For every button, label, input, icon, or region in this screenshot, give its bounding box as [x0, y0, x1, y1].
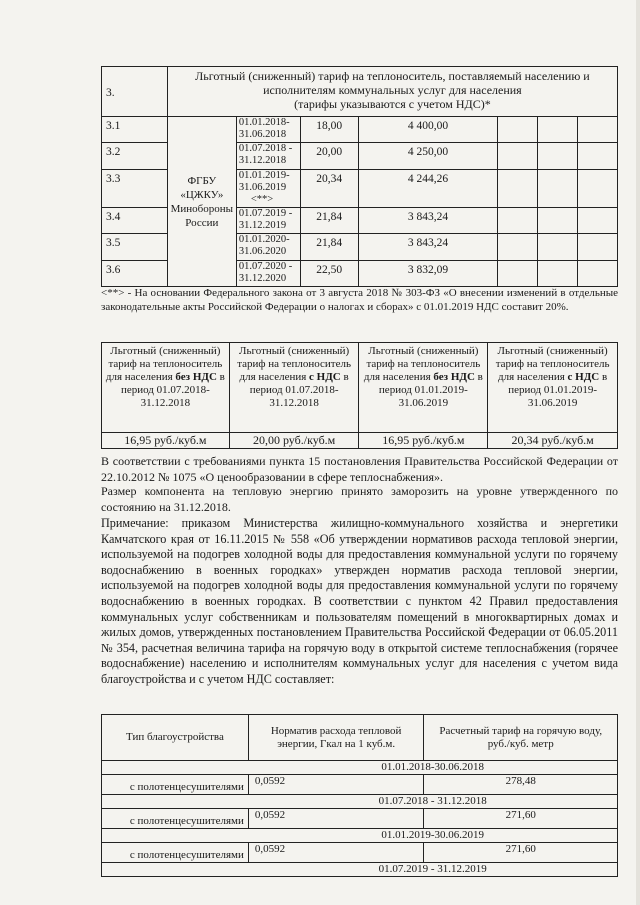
row-number: 3.1 — [102, 117, 168, 143]
period-row — [102, 761, 618, 775]
empty-cell — [498, 117, 538, 143]
column-header — [229, 343, 359, 433]
empty-cell — [498, 208, 538, 234]
empty-cell — [498, 143, 538, 170]
tariff-table — [101, 66, 618, 287]
column-header — [102, 343, 230, 433]
tariff-value: 16,95 руб./куб.м — [359, 433, 488, 449]
table-row — [102, 809, 618, 829]
org-line: Минобороны — [170, 202, 234, 215]
value-cell: 4 400,00 — [358, 117, 498, 143]
freeze-paragraph: Размер компонента на тепловую энергию принято заморозить на уровне утвержденного по состоянию на 31.12.2018. — [101, 484, 618, 514]
table-row — [102, 433, 618, 449]
page-edge — [636, 0, 640, 905]
empty-cell — [578, 234, 618, 261]
value-cell: 3 843,24 — [358, 208, 498, 234]
empty-cell — [538, 208, 578, 234]
value-cell: 21,84 — [300, 208, 358, 234]
heading-line: (тарифы указываются с учетом НДС)* — [294, 97, 491, 111]
period-cell — [236, 170, 300, 208]
header-bold: без НДС — [175, 371, 217, 383]
period-end: 31.06.2019 — [238, 182, 287, 193]
empty-cell — [498, 234, 538, 261]
period-label: 01.01.2018-30.06.2018 — [248, 761, 617, 775]
tariff-value: 20,00 руб./куб.м — [229, 433, 359, 449]
table-row — [102, 117, 618, 143]
organization-cell — [167, 117, 236, 287]
period-cell — [236, 117, 300, 143]
value-cell: 22,50 — [300, 261, 358, 287]
empty-cell — [498, 261, 538, 287]
period-label: 01.07.2018 - 31.12.2018 — [248, 795, 617, 809]
period-start: 01.07.2020 - — [238, 261, 293, 272]
amenity-type: с полотенцесушителями — [102, 843, 249, 863]
table-header-row — [102, 67, 618, 117]
empty-cell — [578, 117, 618, 143]
period-start: 01.01.2018- — [238, 117, 290, 128]
value-cell: 18,00 — [300, 117, 358, 143]
empty-cell — [538, 170, 578, 208]
value-cell: 20,34 — [300, 170, 358, 208]
amenity-type: с полотенцесушителями — [102, 809, 249, 829]
header-text: Льготный (сниженный) тариф на теплоноситель для населения — [237, 345, 352, 383]
tariff-value: 271,60 — [424, 809, 618, 829]
empty-cell — [498, 170, 538, 208]
column-header — [359, 343, 488, 433]
norm-value: 0,0592 — [248, 809, 424, 829]
row-number: 3.3 — [102, 170, 168, 208]
period-end: 31.12.2018 — [238, 155, 287, 166]
header-text: в период 01.07.2018-31.12.2018 — [249, 371, 349, 409]
norm-value: 0,0592 — [248, 843, 424, 863]
column-header: Норматив расхода тепловой энергии, Гкал на 1 куб.м. — [248, 715, 424, 761]
value-cell: 4 250,00 — [358, 143, 498, 170]
tariff-value: 16,95 руб./куб.м — [102, 433, 230, 449]
header-text: в период 01.01.2019-31.06.2019 — [378, 371, 483, 409]
table-heading — [167, 67, 617, 117]
preferential-tariff-table — [101, 342, 618, 449]
period-cell — [236, 261, 300, 287]
table-header-row — [102, 343, 618, 433]
norm-value: 0,0592 — [248, 775, 424, 795]
period-label: 01.01.2019-30.06.2019 — [248, 829, 617, 843]
empty-cell — [102, 795, 249, 809]
empty-cell — [578, 208, 618, 234]
period-cell — [236, 143, 300, 170]
heading-line: исполнителям коммунальных услуг для населения — [263, 83, 522, 97]
header-text: в период 01.01.2019-31.06.2019 — [508, 371, 608, 409]
empty-cell — [102, 761, 249, 775]
row-number: 3.5 — [102, 234, 168, 261]
period-cell — [236, 208, 300, 234]
period-end: 31.06.2020 — [238, 246, 287, 257]
value-cell: 3 832,09 — [358, 261, 498, 287]
value-cell: 3 843,24 — [358, 234, 498, 261]
empty-cell — [102, 829, 249, 843]
hot-water-tariff-table — [101, 714, 618, 877]
period-cell — [236, 234, 300, 261]
column-header: Тип благоустройства — [102, 715, 249, 761]
empty-cell — [578, 261, 618, 287]
period-start: 01.01.2020- — [238, 234, 290, 245]
period-end: 31.12.2020 — [238, 273, 287, 284]
table-header-row — [102, 715, 618, 761]
table-row — [102, 775, 618, 795]
period-row — [102, 829, 618, 843]
empty-cell — [102, 863, 249, 877]
period-end: 31.12.2019 — [238, 220, 287, 231]
heading-line: Льготный (сниженный) тариф на теплоноситель, поставляемый населению и — [195, 69, 590, 83]
header-text: Льготный (сниженный) тариф на теплоноситель для населения — [105, 345, 223, 383]
header-bold: с НДС — [309, 371, 341, 383]
note-paragraph: Примечание: приказом Министерства жилищно-коммунального хозяйства и энергетики Камчатского края от 16.11.2015 № 558 «Об утверждении нормативов расхода тепловой энергии, используемой на подогрев холодной воды для предоставления коммунальной услуги по горячему водоснабжению в военных городках» утвержден норматив расхода тепловой энергии, используемой на подогрев холодной воды для предоставления коммунальной услуги по горячему водоснабжению в военных городках. В соответствии с пунктом 42 Правил предоставления коммунальных услуг собственникам и пользователям помещений в многоквартирных домах и жилых домов, утвержденных постановлением Правительства Российской Федерации от 06.05.2011 № 354, расчетная величина тарифа на горячую воду в открытой системе теплоснабжения (горячее водоснабжение) населению и исполнителям коммунальных услуг для населения с учетом вида благоустройства и с учетом НДС составляет: — [101, 516, 618, 686]
table-row — [102, 843, 618, 863]
empty-cell — [538, 143, 578, 170]
value-cell: 21,84 — [300, 234, 358, 261]
period-row — [102, 863, 618, 877]
period-label: 01.07.2019 - 31.12.2019 — [248, 863, 617, 877]
tariff-value: 271,60 — [424, 843, 618, 863]
empty-cell — [578, 170, 618, 208]
org-line: «ЦЖКУ» — [180, 188, 224, 201]
column-header — [488, 343, 618, 433]
row-number: 3.6 — [102, 261, 168, 287]
header-bold: с НДС — [567, 371, 600, 383]
regulation-paragraph: В соответствии с требованиями пункта 15 постановления Правительства Российской Федерации от 22.10.2012 № 1075 «О ценообразовании в сфере теплоснабжения». — [101, 454, 618, 484]
section-number: 3. — [102, 67, 168, 117]
empty-cell — [578, 143, 618, 170]
tariff-value: 20,34 руб./куб.м — [488, 433, 618, 449]
period-row — [102, 795, 618, 809]
period-start: 01.07.2018 - — [238, 143, 293, 154]
empty-cell — [538, 261, 578, 287]
row-number: 3.2 — [102, 143, 168, 170]
column-header: Расчетный тариф на горячую воду, руб./куб. метр — [424, 715, 618, 761]
header-bold: без НДС — [433, 371, 475, 383]
header-text: Льготный (сниженный) тариф на теплоноситель для населения — [495, 345, 610, 383]
org-line: России — [185, 216, 219, 229]
header-text: в период 01.07.2018-31.12.2018 — [120, 371, 225, 409]
org-line: ФГБУ — [187, 174, 217, 187]
tariff-value: 278,48 — [424, 775, 618, 795]
footnote-mark: <**> — [250, 194, 274, 205]
value-cell: 4 244,26 — [358, 170, 498, 208]
period-end: 31.06.2018 — [238, 129, 287, 140]
row-number: 3.4 — [102, 208, 168, 234]
vat-footnote: <**> - На основании Федерального закона от 3 августа 2018 № 303-ФЗ «О внесении изменений в отдельные законодательные акты Российской Федерации о налогах и сборах» с 01.01.2019 НДС составит 20%. — [101, 287, 618, 313]
period-start: 01.01.2019- — [238, 170, 290, 181]
period-start: 01.07.2019 - — [238, 208, 293, 219]
value-cell: 20,00 — [300, 143, 358, 170]
header-text: Льготный (сниженный) тариф на теплоноситель для населения — [363, 345, 481, 383]
amenity-type: с полотенцесушителями — [102, 775, 249, 795]
empty-cell — [538, 234, 578, 261]
empty-cell — [538, 117, 578, 143]
